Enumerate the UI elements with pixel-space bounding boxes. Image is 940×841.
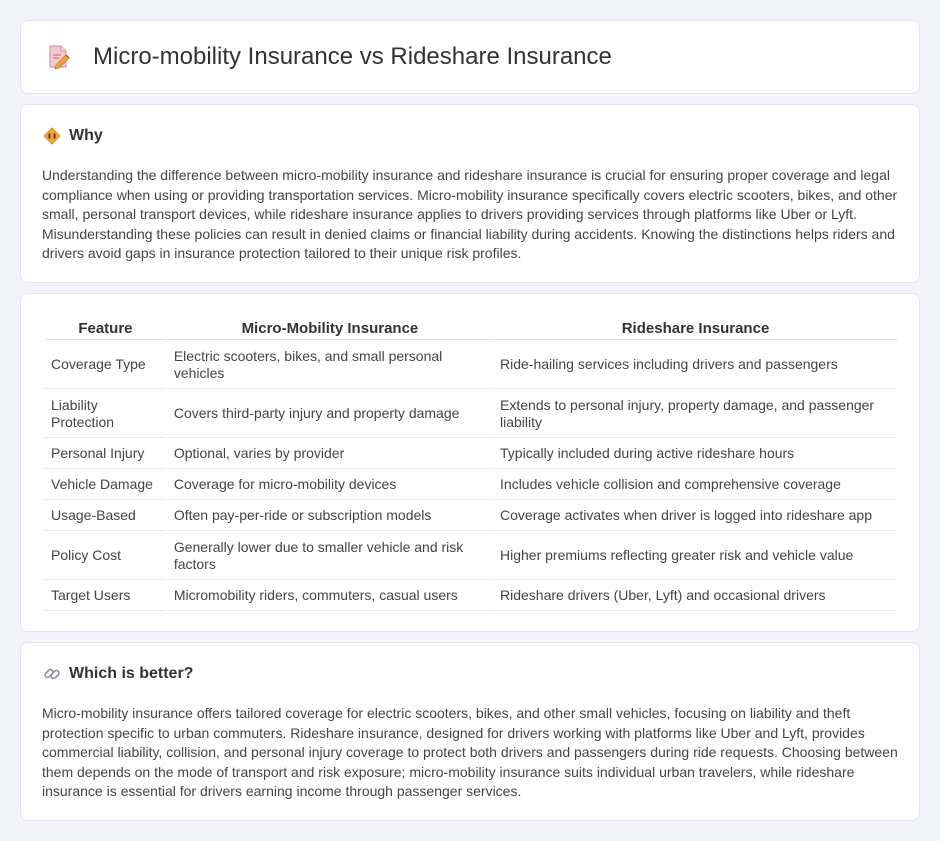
comparison-card (20, 293, 920, 632)
rideshare-cell: Higher premiums reflecting greater risk and vehicle value (494, 533, 897, 580)
why-heading-row (43, 127, 103, 145)
title-row (47, 43, 612, 71)
feature-cell: Personal Injury (45, 440, 166, 469)
table-row (45, 582, 897, 611)
title-card (20, 20, 920, 94)
header-feature: Feature (45, 316, 166, 340)
table-row (45, 440, 897, 469)
which-better-card (20, 642, 920, 821)
rideshare-cell: Ride-hailing services including drivers and passengers (494, 342, 897, 389)
micro-mobility-cell: Coverage for micro-mobility devices (168, 471, 492, 500)
better-heading-row (43, 665, 193, 683)
rideshare-cell: Typically included during active rideshare hours (494, 440, 897, 469)
micro-mobility-cell: Covers third-party injury and property damage (168, 391, 492, 438)
rideshare-cell: Extends to personal injury, property damage, and passenger liability (494, 391, 897, 438)
table-row (45, 533, 897, 580)
micro-mobility-cell: Often pay-per-ride or subscription models (168, 502, 492, 531)
feature-cell: Target Users (45, 582, 166, 611)
better-heading: Which is better? (69, 665, 194, 682)
why-heading: Why (69, 127, 103, 144)
header-micro-mobility: Micro-Mobility Insurance (168, 316, 492, 340)
why-text: Understanding the difference between micro-mobility insurance and rideshare insurance is crucial for ensuring proper coverage and legal compliance when using or providing transportation services. Micro-mobility insurance specifically covers electric scooters, bikes, and other small, personal transport devices, while rideshare insurance applies to drivers providing services through platforms like Uber or Lyft. Misunderstanding these policies can result in denied claims or financial liability during accidents. Knowing the distinctions helps riders and drivers avoid gaps in insurance protection tailored to their unique risk profiles. (42, 167, 898, 261)
rideshare-cell: Rideshare drivers (Uber, Lyft) and occasional drivers (494, 582, 897, 611)
why-card (20, 104, 920, 283)
table-header-row (45, 316, 897, 340)
feature-cell: Coverage Type (45, 342, 166, 389)
table-row (45, 391, 897, 438)
feature-cell: Vehicle Damage (45, 471, 166, 500)
header-rideshare: Rideshare Insurance (494, 316, 897, 340)
feature-cell: Usage-Based (45, 502, 166, 531)
table-row (45, 502, 897, 531)
micro-mobility-cell: Micromobility riders, commuters, casual users (168, 582, 492, 611)
feature-cell: Liability Protection (45, 391, 166, 438)
micro-mobility-cell: Generally lower due to smaller vehicle and risk factors (168, 533, 492, 580)
diamond-warning-icon (43, 127, 61, 145)
page-title: Micro-mobility Insurance vs Rideshare Insurance (93, 43, 612, 70)
document-pencil-icon (47, 44, 71, 70)
micro-mobility-cell: Optional, varies by provider (168, 440, 492, 469)
rideshare-cell: Includes vehicle collision and comprehensive coverage (494, 471, 897, 500)
rideshare-cell: Coverage activates when driver is logged into rideshare app (494, 502, 897, 531)
comparison-table (43, 314, 899, 613)
link-icon (43, 665, 61, 683)
feature-cell: Policy Cost (45, 533, 166, 580)
better-text: Micro-mobility insurance offers tailored coverage for electric scooters, bikes, and other small vehicles, focusing on liability and theft protection specific to urban commuters. Rideshare insurance, designed for drivers working with platforms like Uber and Lyft, provides commercial liability, collision, and personal injury coverage to protect both drivers and passengers during ride requests. Choosing between them depends on the mode of transport and risk exposure; micro-mobility insurance suits individual urban travelers, while rideshare insurance is essential for drivers earning income through passenger services. (42, 705, 898, 799)
table-row (45, 342, 897, 389)
micro-mobility-cell: Electric scooters, bikes, and small personal vehicles (168, 342, 492, 389)
table-row (45, 471, 897, 500)
